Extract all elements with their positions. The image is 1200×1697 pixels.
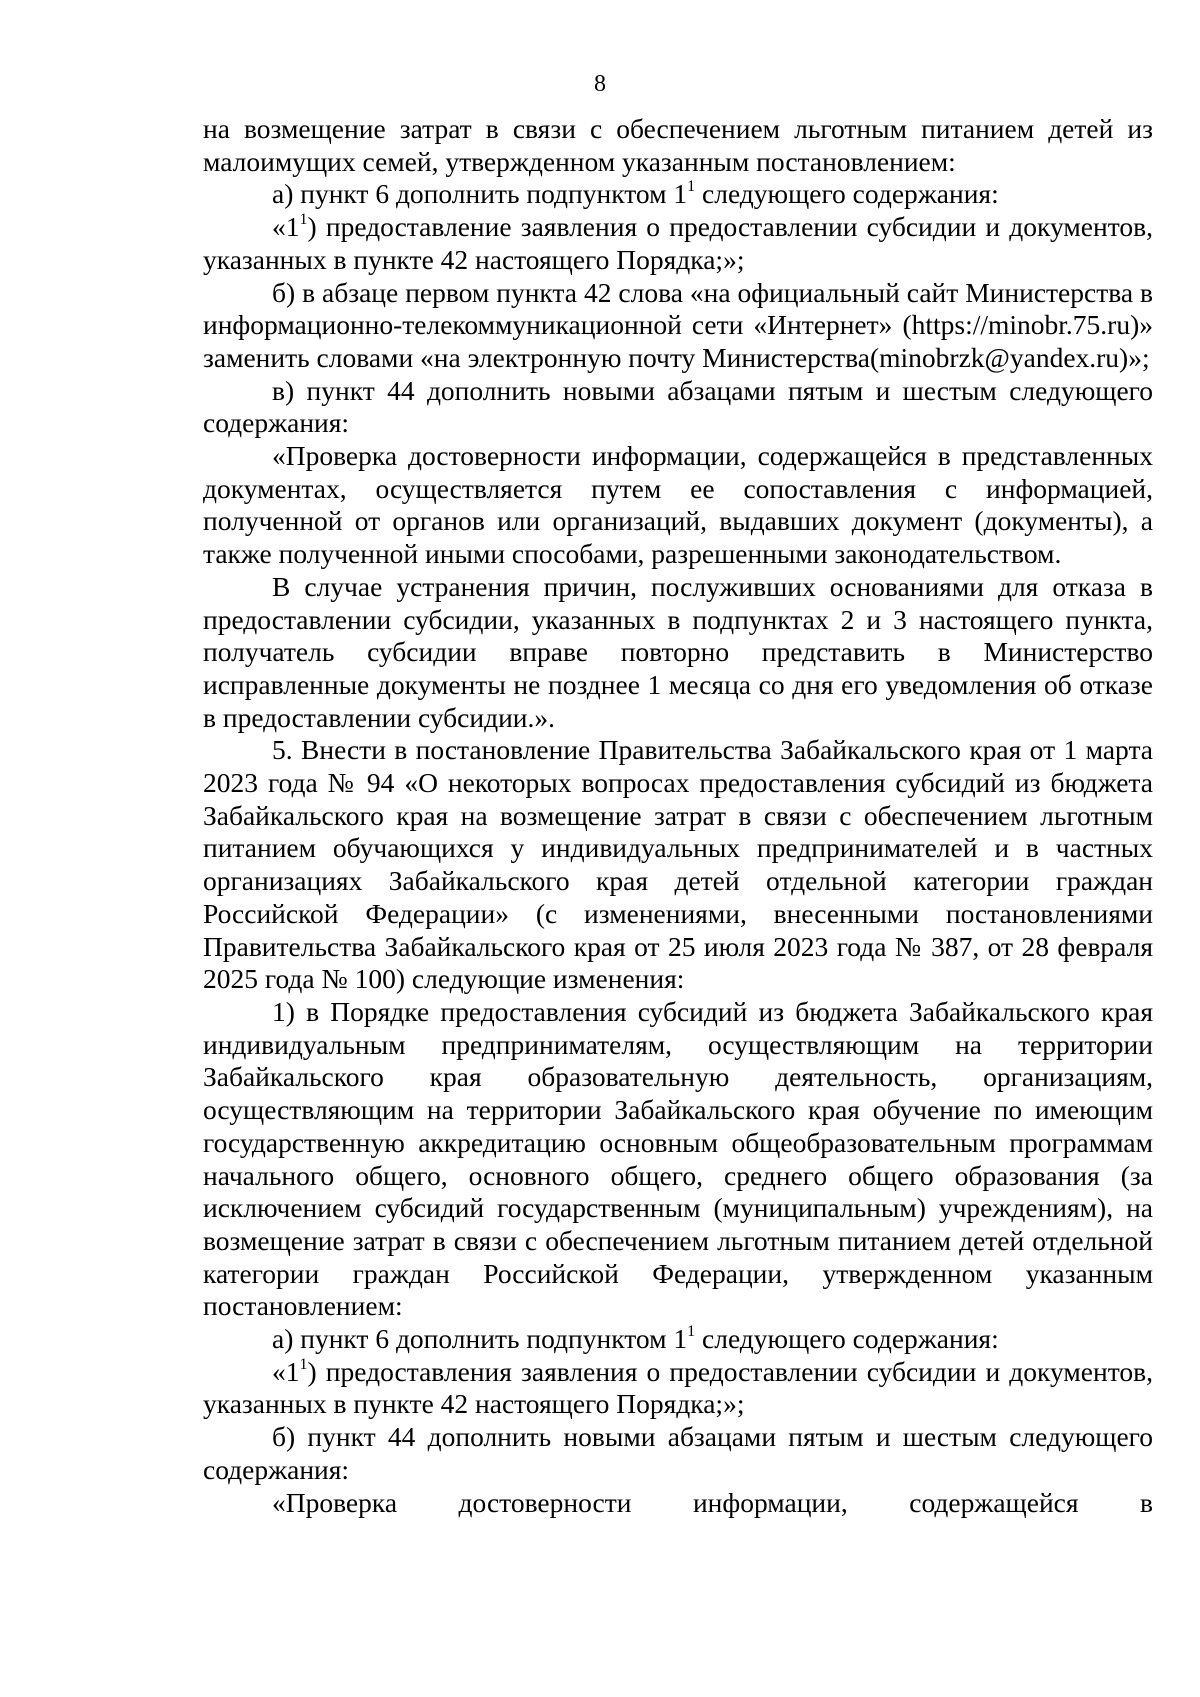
page-number: 8 <box>594 71 606 97</box>
text-run: «1 <box>272 1355 300 1387</box>
document-body <box>203 113 1153 1519</box>
paragraph-quoted-subitem-2 <box>203 1356 1153 1421</box>
paragraph-continuation: на возмещение затрат в связи с обеспечением льготным питанием детей из малоимущих семей, утвержденном указанным постановлением: <box>203 113 1153 177</box>
superscript: 1 <box>299 1355 308 1373</box>
paragraph-item-a-2 <box>203 1323 1153 1356</box>
paragraph-subsection-1: 1) в Порядке предоставления субсидий из бюджета Забайкальского края индивидуальным предпринимателям, осуществляющим на территории Забайкальского края образовательную деятельность, организациям, осуществляющим на территории Забайкальского края обучение по имеющим государственную аккредитацию основным общеобразовательным программам начального общего, основного общего, среднего общего образования (за исключением субсидий государственным (муниципальным) учреждениям), на возмещение затрат в связи с обеспечением льготным питанием детей отдельной категории граждан Российской Федерации, утвержденном указанным постановлением: <box>203 995 1153 1322</box>
text-run: следующего содержания: <box>695 1323 999 1355</box>
text-run: а) пункт 6 дополнить подпунктом 1 <box>272 178 688 210</box>
text-run: «1 <box>272 211 300 243</box>
paragraph-section-5: 5. Внести в постановление Правительства Забайкальского края от 1 марта 2023 года № 94 «О некоторых вопросах предоставления субсидий из бюджета Забайкальского края на возмещение затрат в связи с обеспечением льготным питанием обучающихся у индивидуальных предпринимателей и в частных организациях Забайкальского края детей отдельной категории граждан Российской Федерации» (с изменениями, внесенными постановлениями Правительства Забайкальского края от 25 июля 2023 года № 387, от 28 февраля 2025 года № 100) следующие изменения: <box>203 734 1153 995</box>
superscript: 1 <box>687 1322 696 1340</box>
superscript: 1 <box>299 210 308 228</box>
text-run: ) предоставление заявления о предоставлении субсидии и документов, указанных в пункте 42 настоящего Порядка;»; <box>203 211 1153 275</box>
text-run: ) предоставления заявления о предоставлении субсидии и документов, указанных в пункте 42 настоящего Порядка;»; <box>203 1355 1153 1420</box>
paragraph-item-a <box>203 178 1153 211</box>
text-run: а) пункт 6 дополнить подпунктом 1 <box>272 1323 688 1355</box>
paragraph-item-b-2: б) пункт 44 дополнить новыми абзацами пятым и шестым следующего содержания: <box>203 1421 1153 1485</box>
text-run: следующего содержания: <box>695 178 999 210</box>
paragraph-quoted-subitem <box>203 211 1153 276</box>
paragraph-item-v: в) пункт 44 дополнить новыми абзацами пятым и шестым следующего содержания: <box>203 374 1153 439</box>
paragraph-item-b: б) в абзаце первом пункта 42 слова «на официальный сайт Министерства в информационно-телекоммуникационной сети «Интернет» (https://minobr.75.ru)» заменить словами «на электронную почту Министерства(minobrzk@yandex.ru)»; <box>203 276 1153 373</box>
paragraph-quoted-verification: «Проверка достоверности информации, содержащейся в представленных документах, осуществляется путем ее сопоставления с информацией, полученной от органов или организаций, выдавших документ (документы), а также полученной иными способами, разрешенными законодательством. <box>203 440 1153 570</box>
paragraph-quoted-verification-2: «Проверка достоверности информации, содержащейся в <box>272 1486 1153 1518</box>
paragraph-quoted-resubmission: В случае устранения причин, послуживших основаниями для отказа в предоставлении субсидии, указанных в подпунктах 2 и 3 настоящего пункта, получатель субсидии вправе повторно представить в Министерство исправленные документы не позднее 1 месяца со дня его уведомления об отказе в предоставлении субсидии.». <box>203 570 1153 733</box>
superscript: 1 <box>687 178 696 196</box>
